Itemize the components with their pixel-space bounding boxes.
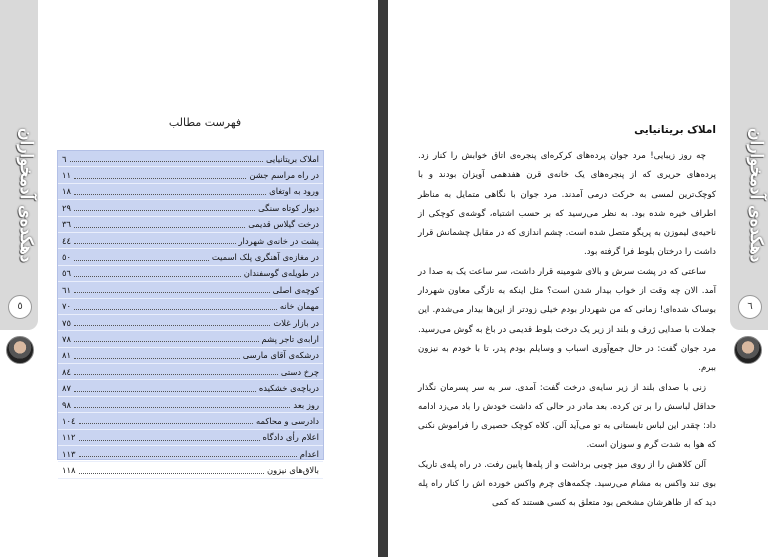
author-avatar (6, 336, 34, 364)
toc-entry[interactable] (58, 430, 323, 446)
toc-entry-page: ١٨ (62, 186, 71, 197)
toc-entry-label: اعدام (299, 448, 319, 459)
toc-entry-label: مهمان خانه (279, 301, 319, 312)
toc-entry-page: ٦ (62, 153, 67, 164)
toc-entry-label: درشکه‌ی آقای مارسی (242, 350, 319, 361)
toc-entry[interactable] (58, 266, 323, 282)
toc-entry-label: در راه مراسم جشن (249, 170, 319, 181)
right-page (388, 0, 768, 557)
toc-entry[interactable] (58, 233, 323, 249)
toc-leader-dots (74, 254, 209, 261)
toc-entry[interactable] (58, 200, 323, 216)
toc-entry-label: چرخ دستی (280, 366, 319, 377)
toc-entry[interactable] (58, 184, 323, 200)
toc-leader-dots (79, 467, 264, 474)
toc-entry[interactable] (58, 249, 323, 265)
toc-entry-page: ٨٤ (62, 366, 71, 377)
toc-leader-dots (74, 335, 259, 342)
toc-entry-page: ٤٤ (62, 235, 71, 246)
toc-entry-label: پشت در خانه‌ی شهردار (238, 235, 319, 246)
book-spine (378, 0, 388, 557)
toc-entry-page: ٦١ (62, 284, 71, 295)
author-avatar (734, 336, 762, 364)
toc-entry-label: در مغازه‌ی آهنگری پلک اسمیت (211, 252, 319, 263)
book-title: دهکده‌ی آدمخواران (746, 127, 766, 263)
toc-entry-page: ٧٨ (62, 333, 71, 344)
toc-leader-dots (74, 401, 290, 408)
toc-entry[interactable] (58, 413, 323, 429)
toc-entry[interactable] (58, 217, 323, 233)
side-tab (0, 0, 38, 330)
toc-leader-dots (74, 286, 270, 293)
toc-leader-dots (74, 237, 236, 244)
paragraph: زنی با صدای بلند از زیر سایه‌ی درخت گفت: آمدی. سر به سر پسرمان نگذار حداقل لباسش را بر تن کرده. بعد مادر در حالی که داشت خودش را باد می‌زد ادامه داد: چقدر این لباس تابستانی به تو می‌آید آلن. کلاه کوچک حصیری را فراموش نکنی که هوا به شدت گرم و سوزان است. (418, 382, 716, 451)
toc-entry-label: دیوار کوتاه سنگی (258, 202, 319, 213)
toc-leader-dots (70, 155, 263, 162)
toc-entry-label: درخت گیلاس قدیمی (248, 219, 319, 230)
toc-entry-label: ارابه‌ی تاجر پشم (261, 333, 319, 344)
toc-entry-page: ٨٧ (62, 383, 71, 394)
toc-entry[interactable] (58, 331, 323, 347)
toc-entry[interactable] (58, 364, 323, 380)
toc-entry-page: ٢٩ (62, 202, 71, 213)
left-page (0, 0, 378, 557)
toc-leader-dots (74, 204, 255, 211)
toc-entry-label: دادرسی و محاکمه (256, 415, 319, 426)
toc-entry-page: ١١٢ (62, 432, 76, 443)
paragraph: ساعتی که در پشت سرش و بالای شومینه قرار داشت، سر ساعت یک به صدا در آمد. الان چه وقت از خواب بیدار شدن است؟ مثل اینکه به تازگی معاون شهردار بوساک شده‌ای! زمانی که من شهردار بودم خیلی زودتر از این‌ها بیدار می‌شدم. این جملات با صدایی ژرف و بلند از زیر یک درخت بلوط قدیمی در باغ به گوش می‌رسید. مرد جوان گفت: در حال جمع‌آوری اسباب و وسایلم بودم پدر، تا با خودم به نیزون ببرم. (418, 266, 716, 374)
toc-entry-page: ١١٨ (62, 465, 76, 476)
toc-entry-page: ٣٦ (62, 219, 71, 230)
book-title: دهکده‌ی آدمخواران (16, 127, 36, 263)
toc-entry-label: در طویله‌ی گوسفندان (243, 268, 319, 279)
toc-entry-label: ورود به اوتغای (269, 186, 319, 197)
toc-leader-dots (74, 368, 278, 375)
toc-leader-dots (74, 319, 270, 326)
toc-entry-label: درباچه‌ی خشکیده (258, 383, 319, 394)
toc-leader-dots (74, 303, 277, 310)
toc-entry-label: املاک بریتانیایی (265, 153, 319, 164)
toc-entry[interactable] (58, 397, 323, 413)
paragraph: آلن کلاهش را از روی میز چوبی برداشت و از پله‌ها پایین رفت. در راه پله‌ی تاریک بوی تند واکس به مشام می‌رسید. چکمه‌های چرم واکس خورده اش را کنار راه پله دید که از ظاهرشان مشخص بود متعلق به کسی هستند که کمی (418, 459, 716, 509)
toc-entry[interactable] (58, 151, 323, 167)
toc-entry[interactable] (58, 462, 323, 478)
toc-leader-dots (74, 188, 266, 195)
toc-leader-dots (79, 434, 260, 441)
toc-entry-label: بالاق‌های نیزون (266, 465, 319, 476)
side-tab (730, 0, 768, 330)
toc-entry[interactable] (58, 348, 323, 364)
toc-entry[interactable] (58, 380, 323, 396)
paragraph: چه روز زیبایی! مرد جوان پرده‌های کرکره‌ای پنجره‌ی اتاق خوابش را کنار زد. پرده‌های حریری که از پنجره‌های یک خانه‌ی قرن هفدهمی آویزان بودند و با کوچک‌ترین لمسی به حرکت درمی آمدند. مرد جوان با نگاهی متمایل به مناظر اطراف خیره شده بود. به نظر می‌رسید که بر حسب اشتباه، گوشه‌ی کوچکی از ناحیه‌ی لیموزن به پریگو متصل شده است. چشم اندازی که در مقابل چشمانش قرار داشت را درختان بلوط فرا گرفته بود. (418, 151, 716, 258)
toc-title: فهرست مطالب (168, 116, 242, 129)
toc-leader-dots (74, 270, 241, 277)
toc-entry-page: ١١ (62, 170, 71, 181)
toc-leader-dots (79, 450, 297, 457)
toc-entry-page: ٧٠ (62, 301, 71, 312)
toc-leader-dots (74, 352, 240, 359)
toc-leader-dots (74, 172, 246, 179)
toc-entry-label: روز بعد (293, 399, 319, 410)
toc-entry-page: ٨١ (62, 350, 71, 361)
toc-entry-label: اعلام رأی دادگاه (262, 432, 319, 443)
toc-entry-page: ٩٨ (62, 399, 71, 410)
toc-entry-page: ٥٠ (62, 252, 71, 263)
toc-entry[interactable] (58, 315, 323, 331)
toc-entry-page: ٥٦ (62, 268, 71, 279)
page-number: ٦ (738, 295, 762, 319)
toc-leader-dots (74, 385, 256, 392)
toc-entry-label: در بازار غلات (273, 317, 319, 328)
toc-leader-dots (74, 221, 245, 228)
toc-leader-dots (79, 417, 254, 424)
page-number: ٥ (8, 295, 32, 319)
toc-entry[interactable] (58, 446, 323, 462)
toc-entry-page: ١٠٤ (62, 415, 76, 426)
chapter-title: املاک بریتانیایی (634, 124, 716, 136)
toc-entry[interactable] (58, 167, 323, 183)
toc-entry[interactable] (58, 282, 323, 298)
toc-entry[interactable] (58, 299, 323, 315)
chapter-body (418, 147, 716, 514)
toc-entry-page: ١١٣ (62, 448, 76, 459)
toc-entry-page: ٧٥ (62, 317, 71, 328)
toc-entry-label: کوچه‌ی اصلی (272, 284, 319, 295)
table-of-contents (57, 150, 324, 476)
